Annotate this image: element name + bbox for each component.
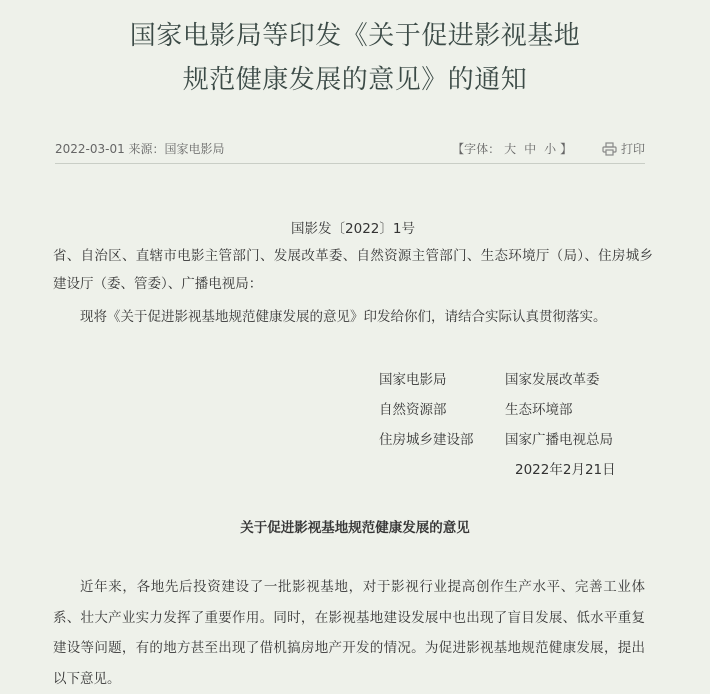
- signatory: 国家发展改革委: [505, 372, 600, 388]
- signatory: 自然资源部: [379, 402, 447, 418]
- font-size-prefix: 【字体：: [452, 142, 501, 156]
- article-title-line-2: 规范健康发展的意见》的通知: [182, 65, 528, 95]
- font-size-small-link[interactable]: 小: [544, 142, 557, 156]
- article-title-line-1: 国家电影局等印发《关于促进影视基地: [129, 21, 581, 51]
- section-title: 关于促进影视基地规范健康发展的意见: [240, 520, 470, 536]
- signatory: 生态环境部: [505, 402, 573, 418]
- font-size-medium-link[interactable]: 中: [524, 142, 537, 156]
- body-paragraph: 近年来，各地先后投资建设了一批影视基地，对于影视行业提高创作生产水平、完善工业体系、壮大产业实力发挥了重要作用。同时，在影视基地建设发展中也出现了盲目发展、低水平重复建设等问题，有的地方甚至出现了借机搞房地产开发的情况。为促进影视基地规范健康发展，提出以下意见。: [53, 579, 645, 687]
- signatory: 国家广播电视总局: [505, 432, 613, 448]
- printer-icon: [602, 142, 617, 156]
- font-size-large-link[interactable]: 大: [504, 142, 517, 156]
- signatory: 国家电影局: [379, 372, 447, 388]
- font-size-selector: [452, 140, 572, 157]
- font-size-suffix: 】: [560, 142, 573, 156]
- intro-paragraph: 现将《关于促进影视基地规范健康发展的意见》印发给你们，请结合实际认真贯彻落实。: [80, 309, 607, 325]
- print-label: 打印: [620, 142, 645, 156]
- print-button[interactable]: [602, 142, 645, 156]
- article-tools: [452, 140, 645, 157]
- addressees: 省、自治区、直辖市电影主管部门、发展改革委、自然资源主管部门、生态环境厅（局）、住房城乡建设厅（委、管委）、广播电视局：: [53, 248, 653, 292]
- article-meta-bar: [55, 138, 645, 160]
- document-number: 国影发〔2022〕1号: [291, 221, 415, 237]
- sign-date: 2022年2月21日: [515, 462, 616, 478]
- date-source: 2022-03-01 来源：国家电影局: [55, 142, 225, 156]
- meta-divider: [55, 163, 645, 164]
- article-title: [0, 14, 710, 102]
- signatory: 住房城乡建设部: [379, 432, 474, 448]
